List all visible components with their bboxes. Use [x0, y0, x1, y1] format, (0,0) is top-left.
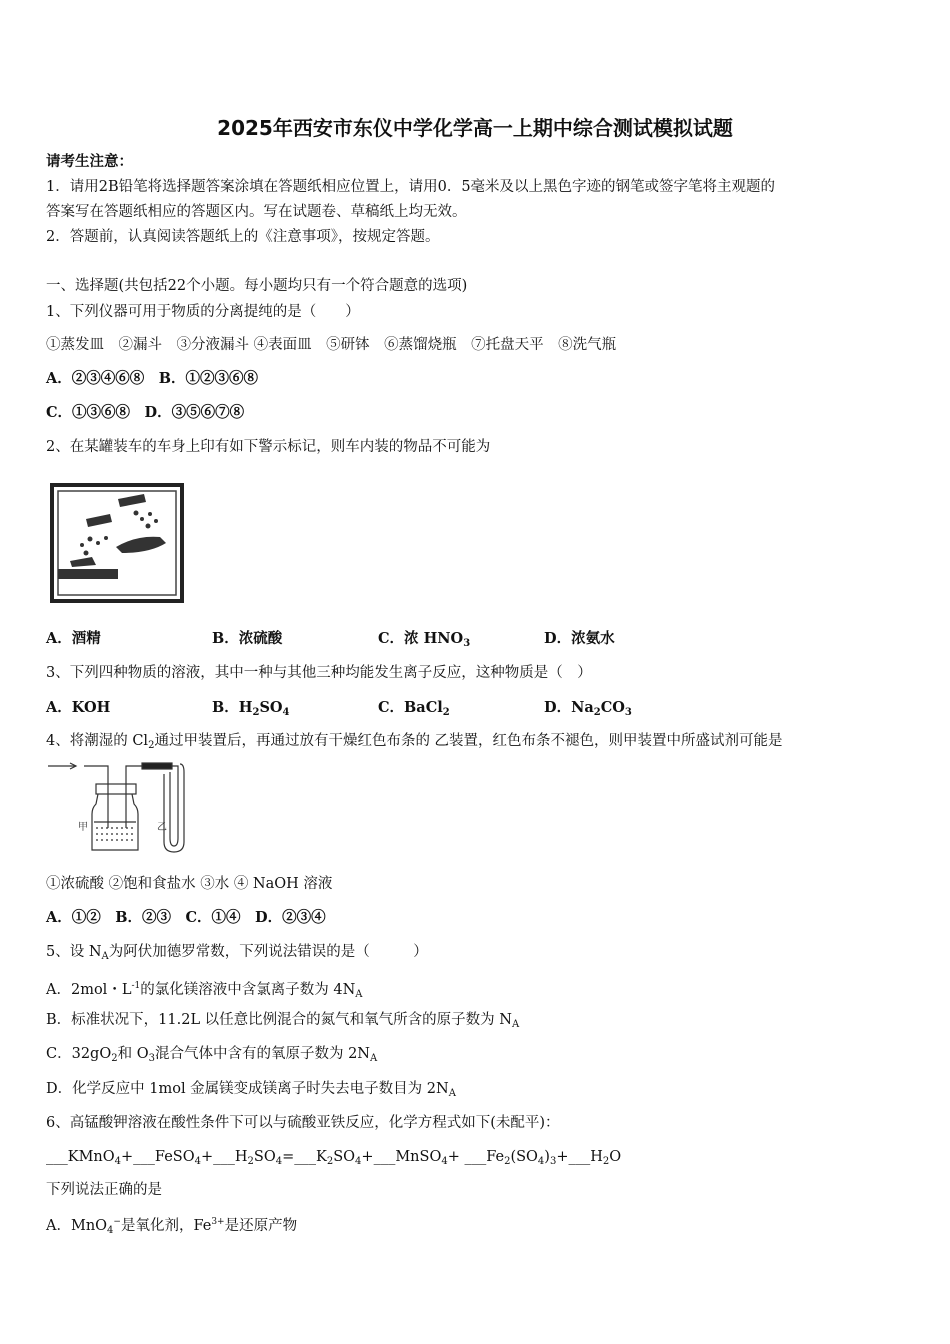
q4-options: A．①② B．②③ C．①④ D．②③④ [46, 909, 326, 926]
q3-option-d: D．$Na_2CO_3$ [544, 699, 632, 718]
q2-option-a: A．酒精 [46, 630, 101, 647]
q5-stem: 5、设 $N_A$为阿伏加德罗常数，下列说法错误的是（ ） [46, 944, 428, 962]
q6-equation: $\_\_\_KMnO_4+\_\_\_FeSO_4+\_\_\_H_2SO_4=\_\_\_K_2SO_4+\_\_\_MnSO_4+$ $\_\_\_Fe_2(SO_4)_3+\_\_\_H_2O$ [46, 1149, 622, 1167]
q2-option-d: D．浓氨水 [544, 630, 615, 647]
notice-line-1b: 答案写在答题纸相应的答题区内。写在试题卷、草稿纸上均无效。 [46, 204, 467, 220]
q3-option-a: A．KOH [46, 699, 111, 716]
q2-stem: 2、在某罐装车的车身上印有如下警示标记，则车内装的物品不可能为 [46, 439, 491, 455]
q6-option-a: A．MnO$_4$−是氧化剂，$Fe^{3+}$是还原产物 [46, 1217, 298, 1236]
notice-heading: 请考生注意： [46, 153, 133, 170]
corrosive-warning-sign [46, 483, 186, 605]
section-heading: 一、选择题(共包括22个小题。每小题均只有一个符合题意的选项) [46, 278, 468, 294]
q6-stem: 6、高锰酸钾溶液在酸性条件下可以与硫酸亚铁反应，化学方程式如下(未配平)： [46, 1115, 560, 1131]
q4-items: ①浓硫酸 ②饱和食盐水 ③水 ④ NaOH 溶液 [46, 876, 333, 892]
q5-option-d: D．化学反应中 1mol 金属镁变成镁离子时失去电子数目为 $2N_A$ [46, 1081, 456, 1099]
q6-follow: 下列说法正确的是 [46, 1182, 162, 1198]
q4-stem: 4、将潮湿的 $Cl_2$通过甲装置后，再通过放有干燥红色布条的 乙装置，红色布条不褪色，则甲装置中所盛试剂可能是 [46, 733, 783, 751]
q1-stem: 1、下列仪器可用于物质的分离提纯的是（ ） [46, 304, 360, 320]
q5-option-a: A．2mol・$L^{-1}$的氯化镁溶液中含氯离子数为 $4N_A$ [46, 981, 363, 1000]
q2-option-c: C．浓 $HNO_3$ [378, 630, 471, 649]
notice-line-1a: 1．请用2B铅笔将选择题答案涂填在答题纸相应位置上，请用0．5毫米及以上黑色字迹的钢笔或签字笔将主观题的 [46, 179, 776, 195]
gas-washing-apparatus-diagram [46, 758, 196, 858]
q3-option-c: C．BaCl$_2$ [378, 699, 450, 718]
notice-line-2: 2．答题前，认真阅读答题纸上的《注意事项》，按规定答题。 [46, 229, 440, 245]
page-title: 2025年西安市东仪中学化学高一上期中综合测试模拟试题 [217, 116, 733, 140]
q1-options-ab: A．②③④⑥⑧ B．①②③⑥⑧ [46, 370, 259, 387]
q2-option-b: B．浓硫酸 [212, 630, 283, 647]
label-jia: 甲 [78, 822, 88, 833]
q5-option-b: B．标准状况下，11.2L 以任意比例混合的氮气和氧气所含的原子数为 $N_A$ [46, 1012, 520, 1030]
label-yi: 乙 [157, 822, 167, 833]
q1-items: ①蒸发皿 ②漏斗 ③分液漏斗 ④表面皿 ⑤研钵 ⑥蒸馏烧瓶 ⑦托盘天平 ⑧洗气瓶 [46, 337, 617, 353]
q3-option-b: B．$H_2SO_4$ [212, 699, 290, 718]
q3-stem: 3、下列四种物质的溶液，其中一种与其他三种均能发生离子反应，这种物质是（ ） [46, 665, 592, 681]
q5-option-c: C．$32gO_2$和 $O_3$混合气体中含有的氧原子数为 $2N_A$ [46, 1046, 378, 1064]
q1-options-cd: C．①③⑥⑧ D．③⑤⑥⑦⑧ [46, 404, 245, 421]
